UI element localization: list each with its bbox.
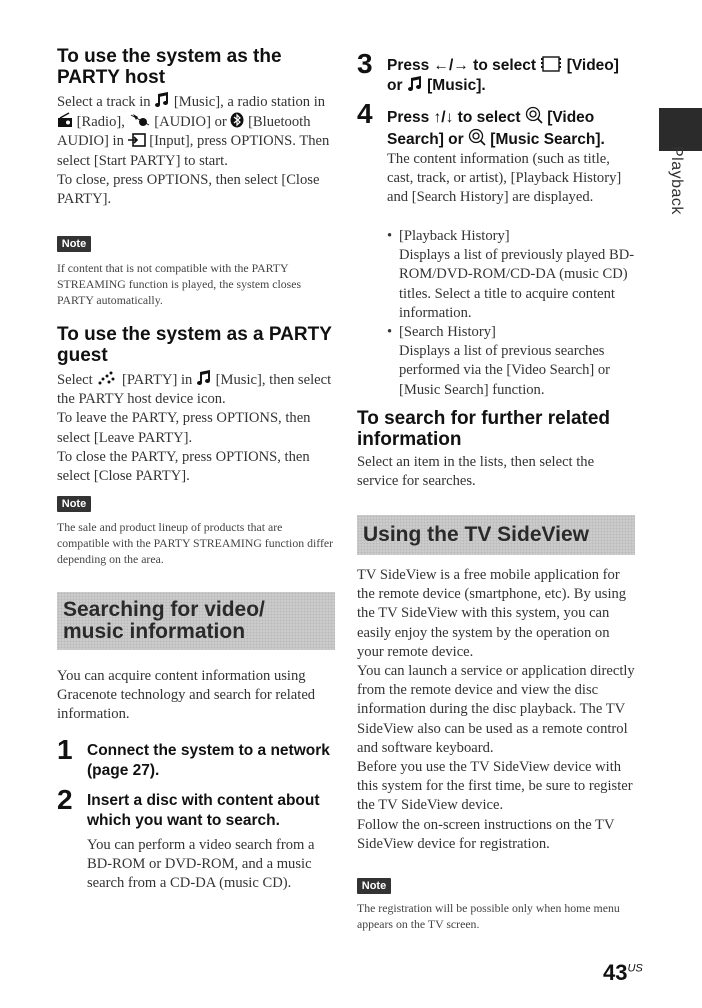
- search-icon: [525, 106, 543, 124]
- step-text: Press ↑/↓ to select [Video Search] or [Music Search].: [387, 106, 637, 150]
- party-host-note: If content that is not compatible with the PARTY STREAMING function is played, the system closes PARTY automatically.: [57, 261, 302, 307]
- search-intro: You can acquire content information using Gracenote technology and search for related information.: [57, 668, 316, 723]
- step-text: Press ←/→ to select [Video] or [Music].: [387, 57, 619, 94]
- party-host-heading: To use the system as the PARTY host: [57, 46, 282, 88]
- sideview-section-banner: [357, 515, 635, 555]
- sideview-paragraphs: TV SideView is a free mobile application for the remote device (smartphone, etc). By using the TV SideView with this system, you can easily enjoy the system by the operation on your remote device. You can launch a service or application directly from the remote device and view the disc information during the disc playback. The TV SideView also can be used as a remote control and software keyboard. Before you use the TV SideView device with this system for the first time, be sure to register the TV SideView device. Follow the on-screen instructions on the TV SideView device for registration.: [357, 567, 635, 852]
- party-icon: [96, 370, 118, 386]
- music-note-icon: [154, 92, 170, 108]
- step-number: 3: [357, 48, 373, 79]
- note-badge: Note: [357, 878, 391, 894]
- note-badge: Note: [57, 496, 91, 512]
- music-note-icon: [196, 370, 212, 386]
- list-item: • [Playback History] Displays a list of previously played BD-ROM/DVD-ROM/CD-DA (music CD) titles. Select a title to acquire content information.: [387, 227, 637, 323]
- radio-icon: [57, 112, 73, 128]
- section-tab-marker: [659, 108, 702, 151]
- arrow-keys: ↑/↓: [433, 109, 454, 126]
- audio-icon: [129, 112, 151, 128]
- search-section-banner: [57, 592, 335, 650]
- step-number: 2: [57, 784, 73, 815]
- further-info-heading: To search for further related information: [357, 408, 611, 450]
- search-options-list: [387, 227, 637, 400]
- music-note-icon: [407, 76, 423, 92]
- step-text: Connect the system to a network (page 27).: [87, 742, 330, 779]
- step-text: Insert a disc with content about which you want to search.: [87, 792, 320, 829]
- further-info-body: Select an item in the lists, then select the service for searches.: [357, 454, 595, 490]
- party-host-body: Select a track in [Music], a radio station in [Radio], [AUDIO] or [Bluetooth AUDIO] in [Input], press OPTIONS. Then select [Start PARTY] to start. To close, press OPTIONS, then select [Close PARTY].: [57, 94, 330, 208]
- sideview-section-title: Using the TV SideView: [363, 523, 589, 546]
- list-item: • [Search History] Displays a list of previous searches performed via the [Video Search] or [Music Search] function.: [387, 323, 637, 400]
- step-number: 4: [357, 98, 373, 129]
- video-icon: [540, 56, 562, 72]
- page-number: $43^{US}$: [603, 960, 643, 985]
- step-body: The content information (such as title, cast, track, or artist), [Playback History] and [Search History] are displayed.: [387, 151, 622, 206]
- party-guest-body: Select [PARTY] in [Music], then select the PARTY host device icon. To leave the PARTY, press OPTIONS, then select [Leave PARTY]. To close the PARTY, press OPTIONS, then select [Close PARTY].: [57, 372, 332, 485]
- party-guest-note: The sale and product lineup of products that are compatible with the PARTY STREAMING function differ depending on the area.: [57, 520, 334, 566]
- arrow-keys: ←/→: [433, 57, 469, 74]
- sideview-note: The registration will be possible only when home menu appears on the TV screen.: [357, 901, 620, 931]
- section-tab-label: Playback: [668, 146, 685, 215]
- step-body: You can perform a video search from a BD-ROM or DVD-ROM, and a music search from a CD-DA (music CD).: [87, 837, 315, 892]
- step-number: 1: [57, 734, 73, 765]
- bluetooth-icon: [230, 112, 244, 128]
- note-badge: Note: [57, 236, 91, 252]
- search-section-title: Searching for video/ music information: [63, 598, 265, 643]
- input-icon: [128, 133, 146, 147]
- party-guest-heading: To use the system as a PARTY guest: [57, 324, 332, 366]
- search-icon: [468, 128, 486, 146]
